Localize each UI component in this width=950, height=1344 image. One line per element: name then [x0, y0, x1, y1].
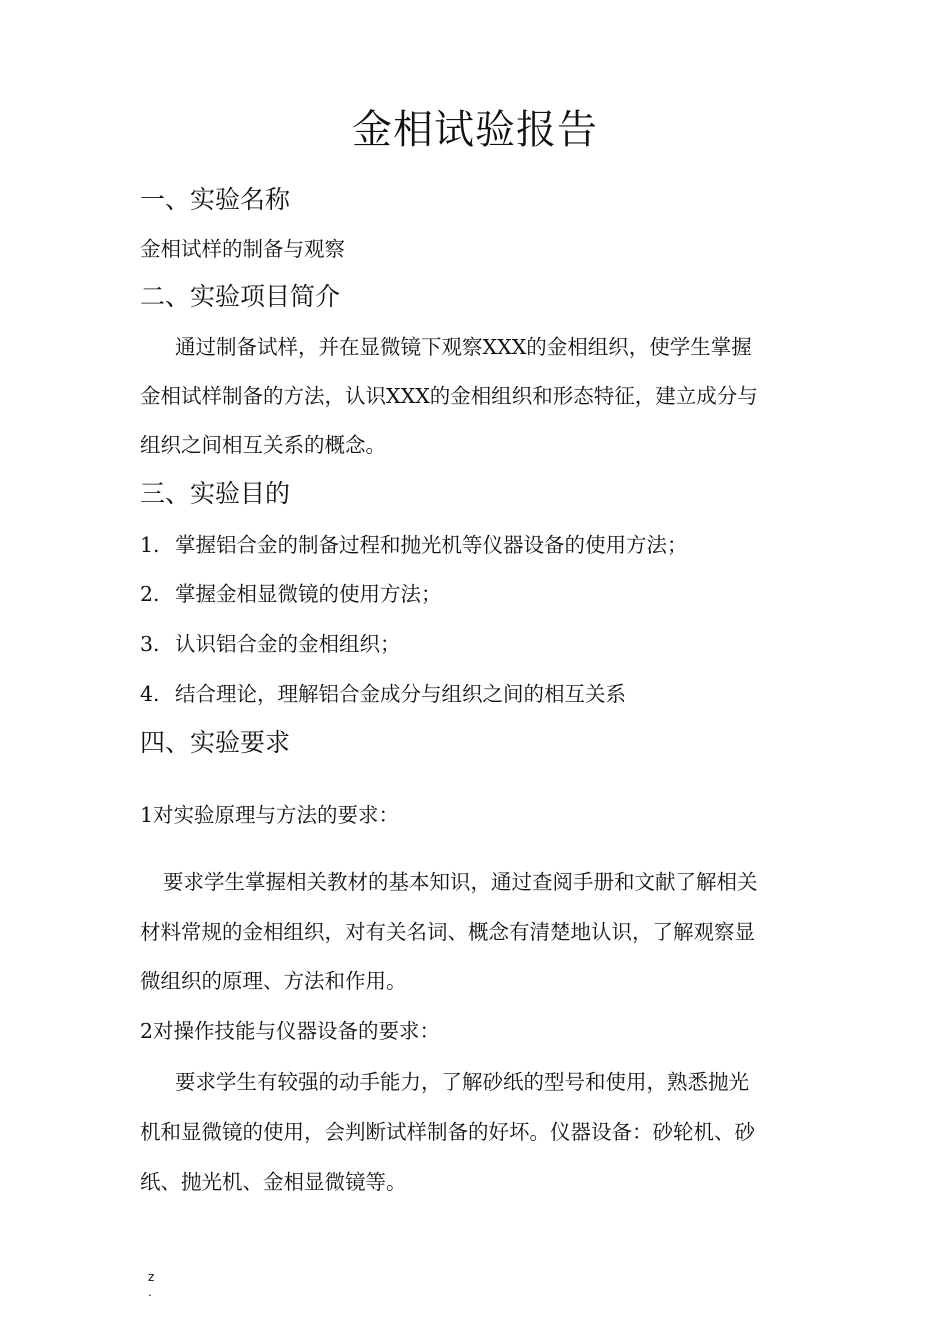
objective-item	[140, 629, 401, 659]
objective-text: 掌握铝合金的制备过程和抛光机等仪器设备的使用方法；	[175, 533, 688, 557]
requirement-2-line-3: 纸、抛光机、金相显微镜等。	[140, 1170, 407, 1194]
requirement-1-line-2: 材料常规的金相组织，对有关名词、概念有清楚地认识，了解观察显	[140, 920, 755, 944]
objective-item	[140, 530, 688, 560]
requirement-1-line-1: 要求学生掌握相关教材的基本知识，通过查阅手册和文献了解相关	[163, 870, 758, 894]
requirement-1-line-3: 微组织的原理、方法和作用。	[140, 969, 407, 993]
document-title: 金相试验报告	[352, 107, 598, 153]
objective-item	[140, 579, 442, 609]
objective-number: 3.	[140, 632, 160, 656]
objective-text: 掌握金相显微镜的使用方法；	[175, 582, 442, 606]
requirement-2-line-1: 要求学生有较强的动手能力，了解砂纸的型号和使用，熟悉抛光	[175, 1070, 749, 1094]
section-heading-experiment-name: 一、实验名称	[140, 185, 291, 214]
objective-number: 4.	[140, 682, 160, 706]
intro-paragraph-line-3: 组织之间相互关系的概念。	[140, 433, 386, 457]
experiment-name-text: 金相试样的制备与观察	[140, 237, 345, 261]
section-heading-requirements: 四、实验要求	[140, 728, 291, 757]
requirement-sub-heading-2: 2对操作技能与仪器设备的要求：	[140, 1019, 441, 1043]
section-heading-project-intro: 二、实验项目简介	[140, 282, 341, 311]
objective-item	[140, 679, 626, 709]
intro-paragraph-line-1: 通过制备试样，并在显微镜下观察XXX的金相组织，使学生掌握	[175, 335, 752, 359]
intro-paragraph-line-2: 金相试样制备的方法，认识XXX的金相组织和形态特征，建立成分与	[140, 384, 758, 408]
objective-text: 认识铝合金的金相组织；	[175, 632, 401, 656]
requirement-sub-heading-1: 1对实验原理与方法的要求：	[140, 803, 400, 827]
objective-text: 结合理论，理解铝合金成分与组织之间的相互关系	[175, 682, 626, 706]
requirement-2-line-2: 机和显微镜的使用，会判断试样制备的好坏。仪器设备：砂轮机、砂	[140, 1120, 755, 1144]
footer-mark: z	[148, 1270, 155, 1284]
objective-number: 2.	[140, 582, 160, 606]
footer-dot: .	[148, 1285, 152, 1299]
objective-number: 1.	[140, 533, 160, 557]
section-heading-objectives: 三、实验目的	[140, 479, 291, 508]
